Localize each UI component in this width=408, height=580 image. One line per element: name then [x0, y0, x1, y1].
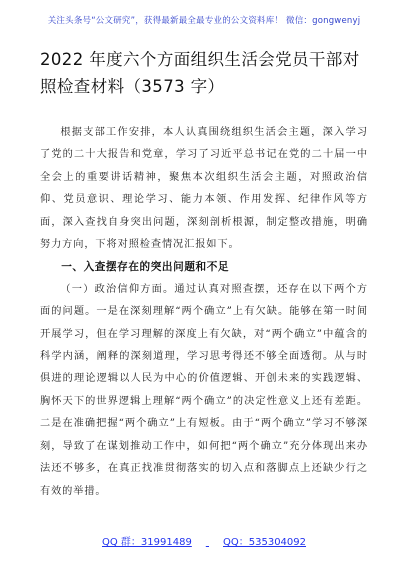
intro-paragraph: 根据支部工作安排，本人认真围绕组织生活会主题，深入学习了党的二十大报告和党章，学习了习近平总书记在党的二十届一中全会上的重要讲话精神，聚焦本次组织生活会主题，对照政治信仰、党员意识、理论学习、能力本领、作用发挥、纪律作风等方面，深入查找自身突出问题，深刻剖析根源，制定整改措施，明确努力方向，下将对照检查情况汇报如下。	[40, 127, 368, 251]
footer-qq-group-link[interactable]: QQ 群：31991489	[101, 537, 192, 548]
section-1-paragraph-1: （一）政治信仰方面。通过认真对照查摆，还存在以下两个方面的问题。一是在深刻理解“两个确立”上有欠缺。能够在第一时间开展学习，但在学习理解的深度上有欠缺，对“两个确立”中蕴含的科学内涵，阐释的深刻道理，学习思考得还不够全面透彻。从与时俱进的理论逻辑以人民为中心的价值逻辑、开创未来的实践逻辑、胸怀天下的世界逻辑上理解“两个确立”的决定性意义上还有差距。二是在准确把握“两个确立”上有短板。由于“两个确立”学习不够深刻，导致了在谋划推动工作中，如何把“两个确立”充分体现出来办法还不够多，在真正找准贯彻落实的切入点和落脚点上还缺少行之有效的举措。	[40, 283, 368, 497]
document-body	[40, 122, 368, 503]
section-heading-1: 一、入查摆存在的突出问题和不足	[61, 261, 230, 274]
footer-contacts	[0, 533, 408, 548]
document-title: 2022 年度六个方面组织生活会党员干部对照检查材料（3573 字）	[40, 50, 360, 96]
header-promo-note: 关注头条号“公文研究”，获得最新最全最专业的公文资料库！ 微信：gongwenyj	[47, 16, 361, 26]
footer-qq-link[interactable]: QQ：535304092	[223, 537, 307, 548]
